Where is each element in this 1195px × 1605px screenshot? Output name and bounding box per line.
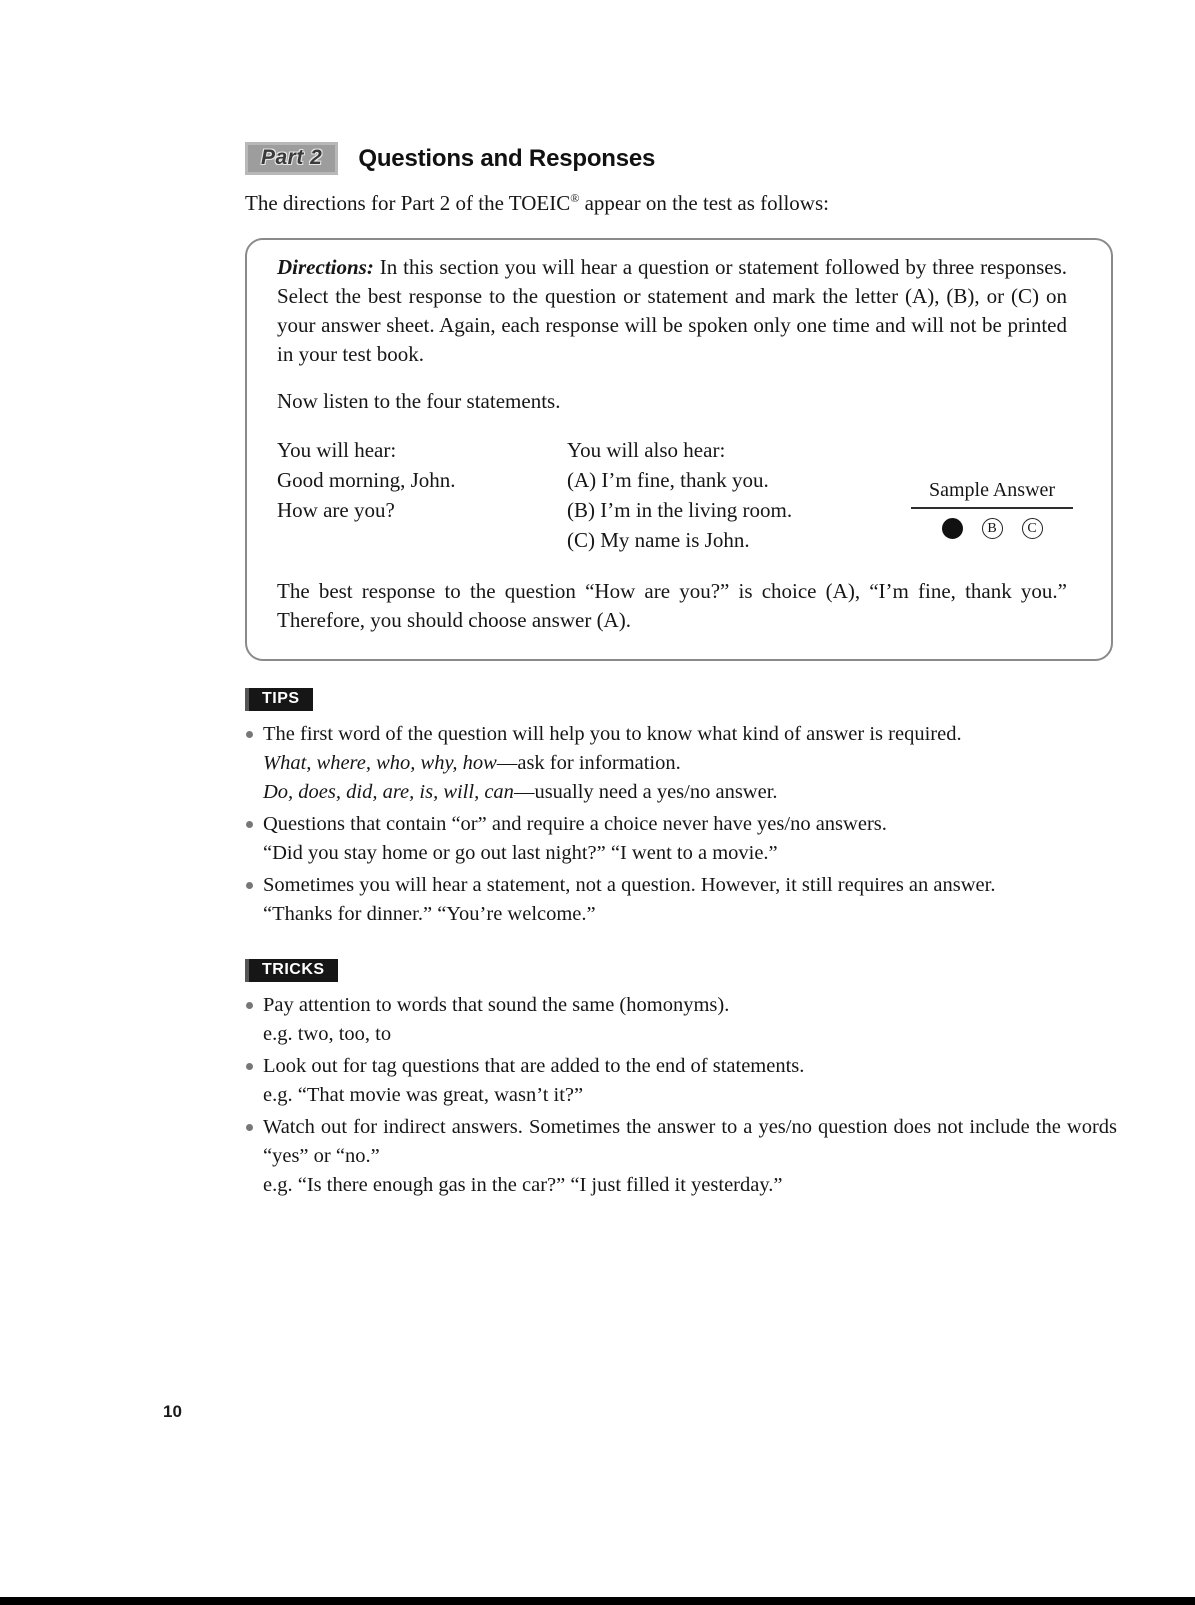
trick-text: Pay attention to words that sound the same (homonyms). [263,994,730,1016]
answer-option: (B) I’m in the living room. [567,498,793,522]
directions-label: Directions: [277,255,374,279]
directions-box [245,238,1113,661]
listen-line: Now listen to the four statements. [277,389,561,413]
registered-mark: ® [570,191,580,205]
sample-answer-label: Sample Answer [928,479,1056,501]
trick-subline: e.g. “Is there enough gas in the car?” “I just filled it yesterday.” [263,1174,783,1196]
part-badge: Part 2 [245,142,338,175]
list-item [245,1052,1117,1110]
section-title: Questions and Responses [358,144,656,172]
sample-question-columns [277,435,1067,555]
sample-answer-block [917,475,1067,555]
trick-subline: e.g. “That movie was great, wasn’t it?” [263,1084,584,1106]
tip-subline: Do, does, did, are, is, will, can—usually need a yes/no answer. [263,781,778,803]
trick-text: Watch out for indirect answers. Sometimes the answer to a yes/no question does not include the words “yes” or “no.” [263,1116,1117,1167]
list-item [245,720,1117,807]
page-content [245,142,1117,1203]
bullet-icon [246,1124,253,1131]
conclusion-paragraph: The best response to the question “How are you?” is choice (A), “I’m fine, thank you.” Therefore, you should choose answer (A). [277,579,1067,632]
tricks-list [245,991,1117,1200]
column-heading: You will also hear: [567,438,726,462]
list-item [245,991,1117,1049]
trick-text: Look out for tag questions that are added to the end of statements. [263,1055,805,1077]
answer-bubble-c-icon: C [1022,518,1043,539]
you-will-also-hear-column [567,435,917,555]
list-item [245,1113,1117,1200]
column-heading: You will hear: [277,438,397,462]
answer-option: (C) My name is John. [567,528,750,552]
bullet-icon [246,1063,253,1070]
answer-bubble-b-icon: B [982,518,1003,539]
list-item [245,871,1117,929]
hear-line: How are you? [277,498,395,522]
tip-text: Sometimes you will hear a statement, not a question. However, it still requires an answer. [263,874,996,896]
intro-line [245,191,1117,216]
tip-text: The first word of the question will help you to know what kind of answer is required. [263,723,962,745]
answer-bubble-a-filled-icon [942,518,963,539]
you-will-hear-column [277,435,567,555]
sample-answer-rule [911,507,1073,509]
tip-text: Questions that contain “or” and require a choice never have yes/no answers. [263,813,887,835]
tips-badge: TIPS [245,688,313,711]
list-item [245,810,1117,868]
intro-text: The directions for Part 2 of the TOEIC [245,191,571,215]
hear-line: Good morning, John. [277,468,456,492]
bullet-icon [246,882,253,889]
directions-body: In this section you will hear a question or statement followed by three responses. Select the best response to the question or statement and mark the letter (A), (B), or (C) on your answer sheet. Again, each response will be spoken only one time and will not be printed in your test book. [277,255,1068,366]
section-header [245,142,1117,175]
tip-subline: “Thanks for dinner.” “You’re welcome.” [263,903,596,925]
tip-subline: What, where, who, why, how—ask for information. [263,752,681,774]
answer-bubbles [917,518,1067,539]
tip-subline: “Did you stay home or go out last night?” “I went to a movie.” [263,842,778,864]
page-number: 10 [163,1402,182,1421]
directions-paragraph [277,253,1067,369]
answer-option: (A) I’m fine, thank you. [567,468,769,492]
bullet-icon [246,821,253,828]
page-bottom-rule [0,1597,1195,1605]
tips-list [245,720,1117,929]
bullet-icon [246,1002,253,1009]
intro-text-tail: appear on the test as follows: [579,191,829,215]
tricks-badge: TRICKS [245,959,338,982]
bullet-icon [246,731,253,738]
trick-subline: e.g. two, too, to [263,1023,392,1045]
